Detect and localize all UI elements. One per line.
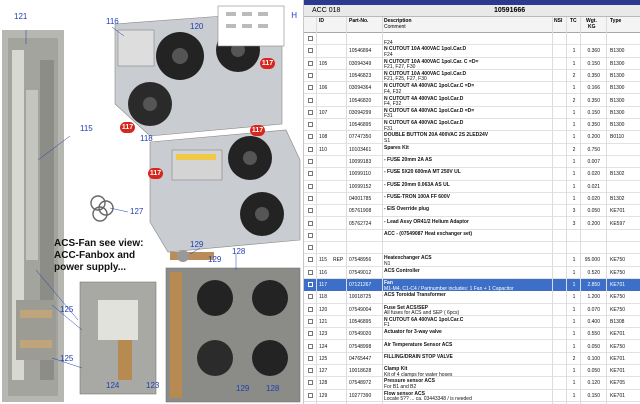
row-tc: 1 xyxy=(572,331,576,338)
group-title: ACC 018 xyxy=(312,7,341,14)
header-description[interactable]: Description xyxy=(384,18,412,24)
row-type: KE750 xyxy=(610,294,626,301)
table-row[interactable] xyxy=(304,242,640,254)
row-weight: 0.150 xyxy=(587,392,600,399)
row-id: 115 xyxy=(319,257,327,264)
row-description: DOUBLE BUTTON 20A 400VAC 2S 2LED24V xyxy=(384,132,489,139)
table-row[interactable] xyxy=(304,119,640,131)
callout-128-b[interactable]: 128 xyxy=(266,384,280,393)
row-description: N CUTOUT 6A 400VAC 1pol.Car.D xyxy=(384,120,464,127)
row-tc: 3 xyxy=(572,220,576,227)
row-weight: 0.150 xyxy=(587,109,600,116)
callout-129-b[interactable]: 129 xyxy=(208,255,222,264)
row-description: Fuse Set ACS/SEP xyxy=(384,304,428,311)
callout-115[interactable]: 115 xyxy=(80,124,93,133)
row-type: B1300 xyxy=(610,85,625,92)
row-part-number: 07121267 xyxy=(349,282,372,288)
row-checkbox[interactable] xyxy=(308,73,313,78)
row-part-number: 10546894 xyxy=(349,48,372,55)
callout-117-c[interactable]: 117 xyxy=(251,127,264,134)
row-weight: 0.350 xyxy=(587,72,600,79)
row-weight: 95.000 xyxy=(584,257,600,264)
callout-125-b[interactable]: 125 xyxy=(60,354,74,363)
row-checkbox[interactable] xyxy=(308,221,313,226)
row-part-number: 04001785 xyxy=(349,195,372,202)
table-row[interactable] xyxy=(304,218,640,230)
row-comment: For B1 and B2 xyxy=(384,383,417,390)
row-type: B1300 xyxy=(610,109,625,116)
row-description: - EIS Override plug xyxy=(384,206,430,213)
row-type: KE705 xyxy=(610,380,626,387)
row-tc: 1 xyxy=(572,392,576,399)
table-row[interactable] xyxy=(304,45,640,57)
row-tc: 1 xyxy=(572,195,576,202)
row-weight: 2.850 xyxy=(587,282,600,288)
row-tc: 1 xyxy=(572,48,576,55)
row-description: N CUTOUT 10A 400VAC 1pol.Car. C =D= xyxy=(384,58,479,65)
row-tc: 1 xyxy=(572,85,576,92)
row-type: B1302 xyxy=(610,195,625,202)
row-description: - FUSE 20mm 0.063A AS UL xyxy=(384,181,450,188)
table-row[interactable] xyxy=(304,279,640,291)
row-type: KE701 xyxy=(610,368,626,375)
table-row[interactable] xyxy=(304,341,640,353)
table-row[interactable] xyxy=(304,82,640,94)
row-part-number: 07548998 xyxy=(349,343,372,350)
callout-128-a[interactable]: 128 xyxy=(232,247,246,256)
table-row[interactable] xyxy=(304,70,640,82)
row-weight: 0.100 xyxy=(587,355,600,362)
row-checkbox[interactable] xyxy=(308,110,313,115)
row-part-number: 05761908 xyxy=(349,208,372,215)
table-row[interactable] xyxy=(304,254,640,266)
row-description: N CUTOUT 6A 400VAC 1pol.Car.C xyxy=(384,316,464,323)
row-checkbox[interactable] xyxy=(308,282,313,287)
row-checkbox[interactable] xyxy=(308,48,313,53)
row-description: N CUTOUT 10A 400VAC 1pol.Car.D xyxy=(384,70,467,77)
row-rep-flag: REP xyxy=(333,257,344,264)
row-id: 129 xyxy=(319,392,328,399)
row-description: N CUTOUT 10A 400VAC 1pol.Car.D xyxy=(384,46,467,53)
row-part-number: 10546895 xyxy=(349,122,372,129)
callout-117-b[interactable]: 117 xyxy=(121,124,134,131)
row-comment: F4, F32 xyxy=(384,88,402,95)
column-divider xyxy=(316,17,317,404)
table-row[interactable] xyxy=(304,193,640,205)
row-weight: 0.070 xyxy=(587,306,600,313)
row-part-number: 10099183 xyxy=(349,159,372,165)
table-row[interactable] xyxy=(304,390,640,402)
row-checkbox[interactable] xyxy=(308,159,313,164)
row-type: KE701 xyxy=(610,331,626,338)
table-row[interactable] xyxy=(304,316,640,328)
row-tc: 1 xyxy=(572,368,576,375)
row-type: KE701 xyxy=(610,392,626,399)
row-id: 118 xyxy=(319,294,327,301)
row-tc: 2 xyxy=(572,146,576,153)
row-weight: 0.007 xyxy=(587,159,600,165)
callout-120[interactable]: 120 xyxy=(190,22,204,31)
row-comment: N1 xyxy=(384,260,391,267)
group-title-bar xyxy=(304,5,640,17)
row-tc: 1 xyxy=(572,318,576,325)
row-comment: F21, F27, F30 xyxy=(384,64,416,71)
row-id: 108 xyxy=(319,134,328,141)
header-id[interactable]: ID xyxy=(319,18,324,24)
row-weight: 0.020 xyxy=(587,171,600,178)
column-divider xyxy=(382,17,383,404)
row-weight: 0.200 xyxy=(587,220,600,227)
row-comment: F4, F32 xyxy=(384,101,402,107)
row-description: Fan xyxy=(384,280,393,286)
row-description: ACS Toroidal Transformer xyxy=(384,292,446,299)
callout-121[interactable]: 121 xyxy=(14,12,28,21)
row-description: - FUSE 5X20 600mA MT 250V UL xyxy=(384,169,461,176)
header-weight[interactable]: Wgt. xyxy=(586,18,597,24)
row-type: KE701 xyxy=(610,282,626,288)
row-description: Pressure sensor ACS xyxy=(384,378,435,385)
row-id: 124 xyxy=(319,343,328,350)
header-tc[interactable]: TC xyxy=(570,18,577,24)
row-description: N CUTOUT 6A 400VAC 1pol.Car.D =D= xyxy=(384,107,475,114)
row-type: KE597 xyxy=(610,220,626,227)
header-part[interactable]: Part-No. xyxy=(349,18,369,24)
row-description: - Lead Assy OR41/2 Helium Adaptor xyxy=(384,218,469,225)
table-row[interactable] xyxy=(304,131,640,143)
table-row[interactable] xyxy=(304,267,640,279)
row-weight: 0.050 xyxy=(587,368,600,375)
table-row[interactable] xyxy=(304,95,640,107)
table-row[interactable] xyxy=(304,328,640,340)
row-tc: 1 xyxy=(572,60,576,67)
row-type: KE750 xyxy=(610,306,626,313)
row-part-number: 05762724 xyxy=(349,220,372,227)
row-description: - FUSE 20mm 2A AS xyxy=(384,157,432,163)
row-weight: 1.200 xyxy=(587,294,600,301)
callout-117-d[interactable]: 117 xyxy=(149,170,162,177)
row-checkbox[interactable] xyxy=(308,134,313,139)
row-weight: 0.350 xyxy=(587,97,600,104)
row-tc: 3 xyxy=(572,208,576,215)
row-description: ACC - (07549087 Heat exchanger set) xyxy=(384,230,473,237)
row-comment: F24 xyxy=(384,51,393,58)
row-id: 123 xyxy=(319,331,328,338)
row-type: B1308 xyxy=(610,318,625,325)
callout-129-a[interactable]: 129 xyxy=(190,240,204,249)
table-row[interactable] xyxy=(304,353,640,365)
row-tc: 1 xyxy=(572,134,576,141)
row-type: B1300 xyxy=(610,72,625,79)
row-part-number: 10018725 xyxy=(349,294,372,301)
row-tc: 2 xyxy=(572,97,576,104)
row-weight: 0.550 xyxy=(587,331,600,338)
row-part-number: 07747350 xyxy=(349,134,372,141)
column-divider xyxy=(606,17,607,404)
row-part-number: 07549020 xyxy=(349,331,372,338)
row-description: Actuator for 3-way valve xyxy=(384,329,442,336)
note-line: power supply... xyxy=(54,262,127,273)
row-part-number: 04765447 xyxy=(349,355,372,362)
callout-118[interactable]: 118 xyxy=(140,134,153,143)
row-comment: F31 xyxy=(384,113,393,120)
row-part-number: 03094364 xyxy=(349,85,372,92)
row-checkbox[interactable] xyxy=(308,184,313,189)
row-checkbox[interactable] xyxy=(308,331,313,336)
row-weight: 0.200 xyxy=(587,134,600,141)
row-description: N CUTOUT 4A 400VAC 1pol.Car.D xyxy=(384,95,464,102)
row-id: 120 xyxy=(319,306,328,313)
row-part-number: 03094349 xyxy=(349,60,372,67)
row-comment: F1 xyxy=(384,322,390,329)
row-checkbox[interactable] xyxy=(308,98,313,103)
table-row[interactable] xyxy=(304,144,640,156)
row-weight: 0.750 xyxy=(587,146,600,153)
row-checkbox[interactable] xyxy=(308,257,313,262)
row-checkbox[interactable] xyxy=(308,245,313,250)
row-type: KE750 xyxy=(610,269,626,276)
row-checkbox[interactable] xyxy=(308,36,313,41)
row-description: N CUTOUT 4A 400VAC 1pol.Car.C =D= xyxy=(384,83,475,90)
parts-drawing xyxy=(0,0,304,404)
row-part-number: 07549004 xyxy=(349,306,372,313)
row-part-number: 10018628 xyxy=(349,368,372,375)
row-description: Spares Kit xyxy=(384,144,409,151)
column-divider xyxy=(566,17,567,404)
header-type[interactable]: Type xyxy=(610,18,622,24)
table-row[interactable] xyxy=(304,33,640,45)
row-id: 110 xyxy=(319,146,327,153)
row-comment: All fuses for ACS and SEP ( 6pcs) xyxy=(384,310,460,317)
clamp-rings xyxy=(91,196,113,221)
row-description: Clamp Kit xyxy=(384,366,408,373)
row-id: 106 xyxy=(319,85,328,92)
row-comment: F21, F25, F27, F30 xyxy=(384,76,427,83)
table-row[interactable] xyxy=(304,205,640,217)
row-checkbox[interactable] xyxy=(308,368,313,373)
cross-reference-note xyxy=(54,238,164,274)
table-header xyxy=(304,17,640,33)
row-description: FILLING/DRAIN STOP VALVE xyxy=(384,353,453,360)
row-tc: 1 xyxy=(572,122,576,129)
row-tc: 2 xyxy=(572,355,576,362)
row-weight: 0.350 xyxy=(587,122,600,129)
row-weight: 0.166 xyxy=(587,85,600,92)
row-checkbox[interactable] xyxy=(308,196,313,201)
cabinet-photo xyxy=(2,30,64,402)
column-divider xyxy=(552,17,553,404)
row-type: B1302 xyxy=(610,171,625,178)
row-tc: 1 xyxy=(572,294,576,301)
table-row[interactable] xyxy=(304,291,640,303)
exploded-view-illustration xyxy=(0,0,304,404)
row-part-number: 10277390 xyxy=(349,392,372,399)
row-weight: 0.020 xyxy=(587,195,600,202)
row-type: B0110 xyxy=(610,134,625,141)
row-checkbox[interactable] xyxy=(308,61,313,66)
row-part-number: 03094299 xyxy=(349,109,372,116)
row-checkbox[interactable] xyxy=(308,270,313,275)
row-tc: 1 xyxy=(572,171,576,178)
row-checkbox[interactable] xyxy=(308,356,313,361)
row-comment: S1 xyxy=(384,137,391,144)
row-tc: 2 xyxy=(572,72,576,79)
row-description: - FUSE-TRON 100A FF 600V xyxy=(384,193,450,200)
row-tc: 1 xyxy=(572,282,576,288)
row-checkbox[interactable] xyxy=(308,147,313,152)
parts-list-panel xyxy=(304,0,640,404)
row-comment: F24 xyxy=(384,39,393,46)
row-type: B1300 xyxy=(610,122,625,129)
row-weight: 0.050 xyxy=(587,343,600,350)
row-type: KE750 xyxy=(610,343,626,350)
row-checkbox[interactable] xyxy=(308,344,313,349)
row-id: 121 xyxy=(319,318,328,325)
row-tc: 1 xyxy=(572,183,576,190)
row-checkbox[interactable] xyxy=(308,294,313,299)
fuse-inset xyxy=(218,6,284,46)
header-nsi[interactable]: NSI xyxy=(554,18,563,24)
row-part-number: 10546823 xyxy=(349,72,372,79)
table-row[interactable] xyxy=(304,230,640,242)
row-type: B1300 xyxy=(610,48,625,55)
row-tc: 1 xyxy=(572,257,576,264)
table-row[interactable] xyxy=(304,377,640,389)
row-checkbox[interactable] xyxy=(308,393,313,398)
row-id: 127 xyxy=(319,368,328,375)
row-checkbox[interactable] xyxy=(308,208,313,213)
callout-124[interactable]: 124 xyxy=(106,381,120,390)
panel-letter: H xyxy=(291,11,297,20)
row-tc: 1 xyxy=(572,269,576,276)
row-description: ACS Controller xyxy=(384,267,420,274)
header-comment: Comment xyxy=(384,24,406,30)
row-comment: Locate 5?? ... ca. 03443348 / is needed xyxy=(384,396,472,403)
row-tc: 1 xyxy=(572,380,576,387)
row-weight: 0.360 xyxy=(587,48,600,55)
column-divider xyxy=(346,17,347,404)
row-part-number: 10103461 xyxy=(349,146,372,153)
callout-127[interactable]: 127 xyxy=(130,207,144,216)
table-row[interactable] xyxy=(304,156,640,168)
table-row[interactable] xyxy=(304,304,640,316)
row-description: Flow sensor ACS xyxy=(384,390,425,397)
row-weight: 0.021 xyxy=(587,183,600,190)
row-part-number: 10546820 xyxy=(349,97,372,104)
callout-117-a[interactable]: 117 xyxy=(261,60,274,67)
row-part-number: 07549012 xyxy=(349,269,372,276)
row-type: KE701 xyxy=(610,208,626,215)
row-weight: 0.400 xyxy=(587,318,600,325)
row-weight: 0.150 xyxy=(587,60,600,67)
table-row[interactable] xyxy=(304,107,640,119)
table-row[interactable] xyxy=(304,365,640,377)
table-row[interactable] xyxy=(304,181,640,193)
row-id: 128 xyxy=(319,380,328,387)
row-part-number: 10546895 xyxy=(349,318,372,325)
row-comment: Kit of 4 clamps for water hoses xyxy=(384,371,453,378)
row-tc: 1 xyxy=(572,159,576,165)
row-part-number: 07548956 xyxy=(349,257,372,264)
row-comment: M1-M4, C1-C4 / Partnumber includes: 1 Fan + 1 Capacitor xyxy=(384,285,514,292)
column-divider xyxy=(580,17,581,404)
row-id: 105 xyxy=(319,60,328,67)
note-line: ACC-Fanbox and xyxy=(54,250,136,261)
callout-129-c[interactable]: 129 xyxy=(236,384,250,393)
row-checkbox[interactable] xyxy=(308,122,313,127)
row-tc: 1 xyxy=(572,306,576,313)
row-part-number: 10099152 xyxy=(349,183,372,190)
row-checkbox[interactable] xyxy=(308,319,313,324)
row-id: 125 xyxy=(319,355,328,362)
row-id: 117 xyxy=(319,282,327,288)
row-checkbox[interactable] xyxy=(308,233,313,238)
header-weight-unit: KG xyxy=(588,24,596,30)
row-checkbox[interactable] xyxy=(308,307,313,312)
row-type: KE750 xyxy=(610,257,626,264)
row-tc: 1 xyxy=(572,343,576,350)
row-tc: 1 xyxy=(572,109,576,116)
row-checkbox[interactable] xyxy=(308,85,313,90)
table-row[interactable] xyxy=(304,168,640,180)
row-type: B1300 xyxy=(610,60,625,67)
row-comment: F31 xyxy=(384,125,393,132)
row-weight: 0.120 xyxy=(587,380,600,387)
row-description: Heatexchanger ACS xyxy=(384,255,432,262)
document-number: 10591666 xyxy=(494,7,526,14)
row-description: Air Temperature Sensor ACS xyxy=(384,341,453,348)
row-id: 107 xyxy=(319,109,328,116)
row-type: B1300 xyxy=(610,97,625,104)
table-row[interactable] xyxy=(304,58,640,70)
row-part-number: 07548972 xyxy=(349,380,372,387)
row-checkbox[interactable] xyxy=(308,380,313,385)
callout-125-a[interactable]: 125 xyxy=(60,305,74,314)
row-part-number: 10099110 xyxy=(349,171,371,178)
row-id: 116 xyxy=(319,269,327,276)
row-type: KE701 xyxy=(610,355,626,362)
fan-box-lower xyxy=(150,130,300,252)
row-weight: 0.520 xyxy=(587,269,600,276)
callout-123[interactable]: 123 xyxy=(146,381,160,390)
note-line: ACS-Fan see view: xyxy=(54,238,144,249)
row-weight: 0.050 xyxy=(587,208,600,215)
row-checkbox[interactable] xyxy=(308,171,313,176)
callout-116[interactable]: 116 xyxy=(106,17,119,26)
